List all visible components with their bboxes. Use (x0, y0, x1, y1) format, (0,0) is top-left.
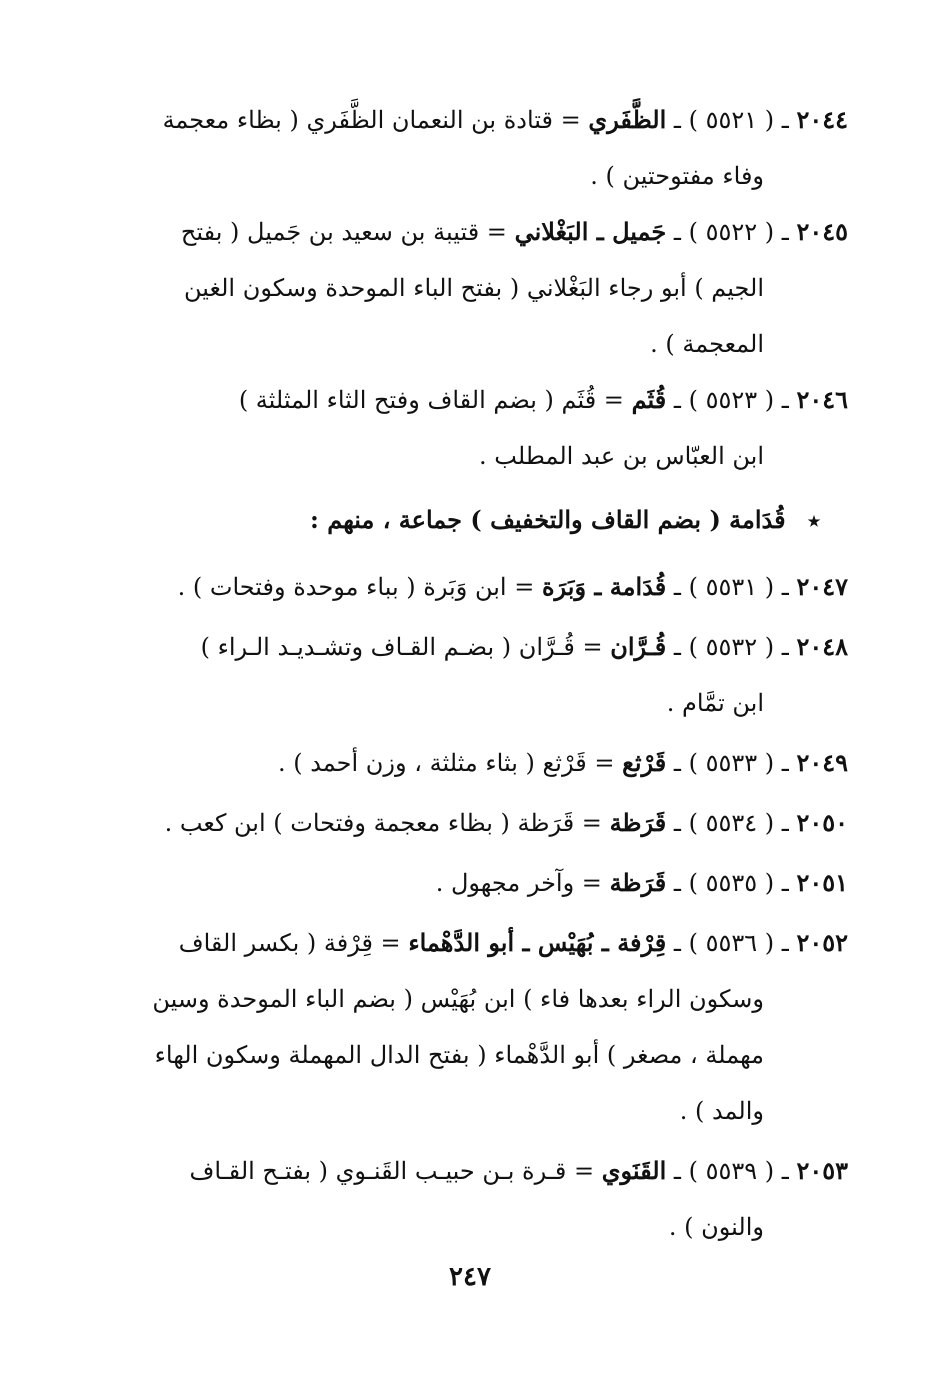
entry-continuation: والنون ) . (668, 1213, 764, 1241)
entry-first-line: ٢٠٥٢ ـ ( ٥٥٣٦ ) ـ قِرْفة ـ بُهَيْس ـ أبو الدَّهْماء = قِرْفة ( بكسر القاف (178, 928, 848, 957)
entry-first-line: ٢٠٤٤ ـ ( ٥٥٢١ ) ـ الظَّفَري = قتادة بن النعمان الظَّفَري ( بظاء معجمة (162, 105, 848, 134)
entry-name: قُدَامة ـ وَبَرَة (541, 572, 667, 601)
entry-first-line: ٢٠٤٧ ـ ( ٥٥٣١ ) ـ قُدَامة ـ وَبَرَة = ابن وَبَرة ( بباء موحدة وفتحات ) . (177, 572, 848, 601)
entry-text: = قتيبة بن سعيد بن جَميل ( بفتح (180, 218, 507, 246)
entry-name: قَرَظة (609, 868, 667, 897)
entry-number: ٢٠٥١ (796, 868, 848, 897)
entry-number: ٢٠٤٥ (796, 217, 848, 246)
entry-ref: ( ٥٥٢١ ) (688, 106, 775, 134)
entry-2047 (96, 559, 848, 615)
entry-first-line: ٢٠٤٨ ـ ( ٥٥٣٢ ) ـ قُـرَّان = قُـرَّان ( بضـم القـاف وتشـديـد الـراء ) (200, 632, 848, 661)
entry-first-line: ٢٠٥٣ ـ ( ٥٥٣٩ ) ـ القَنَوي = قـرة بـن حبيـب القَنـوي ( بفتـح القـاف (189, 1156, 848, 1185)
entry-name: قَرَظة (609, 808, 667, 837)
entry-text: = قَرَظة ( بظاء معجمة وفتحات ) ابن كعب . (164, 809, 602, 837)
entry-text: = قتادة بن النعمان الظَّفَري ( بظاء معجمة (162, 106, 581, 134)
entry-text: = قِرْفة ( بكسر القاف (178, 929, 401, 957)
entry-2049 (96, 735, 848, 791)
entry-2045 (96, 204, 848, 372)
entry-continuation: والمد ) . (679, 1097, 764, 1125)
entry-2052 (96, 915, 848, 1139)
entry-ref: ( ٥٥٣٩ ) (688, 1157, 775, 1185)
entry-name: جَميل ـ البَغْلاني (514, 217, 667, 246)
section-heading (96, 490, 848, 551)
entry-2044 (96, 92, 848, 204)
entry-2048 (96, 619, 848, 731)
entry-continuation: الجيم ) أبو رجاء البَغْلاني ( بفتح الباء الموحدة وسكون الغين (184, 274, 764, 302)
entry-text: = قُـرَّان ( بضـم القـاف وتشـديـد الـراء ) (200, 633, 603, 661)
entry-number: ٢٠٥٢ (796, 928, 848, 957)
entry-number: ٢٠٤٩ (796, 748, 848, 777)
entry-2051 (96, 855, 848, 911)
entry-ref: ( ٥٥٣١ ) (688, 573, 775, 601)
entry-ref: ( ٥٥٣٣ ) (688, 749, 775, 777)
asterisk-icon: ٭ (808, 508, 820, 534)
entry-text: = قَرْثع ( بثاء مثلثة ، وزن أحمد ) . (277, 749, 615, 777)
entry-first-line: ٢٠٥١ ـ ( ٥٥٣٥ ) ـ قَرَظة = وآخر مجهول . (435, 868, 848, 897)
entry-continuation: ابن العبّاس بن عبد المطلب . (479, 442, 764, 470)
entry-ref: ( ٥٥٣٦ ) (688, 929, 775, 957)
entry-first-line: ٢٠٤٩ ـ ( ٥٥٣٣ ) ـ قَرْثع = قَرْثع ( بثاء مثلثة ، وزن أحمد ) . (277, 748, 848, 777)
entry-name: الظَّفَري (588, 105, 667, 134)
entry-name: القَنَوي (601, 1156, 667, 1185)
entry-number: ٢٠٤٧ (796, 572, 848, 601)
entry-name: قَرْثع (622, 748, 667, 777)
entry-first-line: ٢٠٤٥ ـ ( ٥٥٢٢ ) ـ جَميل ـ البَغْلاني = قتيبة بن سعيد بن جَميل ( بفتح (180, 217, 848, 246)
entry-text: = قـرة بـن حبيـب القَنـوي ( بفتـح القـاف (189, 1157, 595, 1185)
entry-first-line: ٢٠٤٦ ـ ( ٥٥٢٣ ) ـ قُثَم = قُثَم ( بضم القاف وفتح الثاء المثلثة ) (238, 385, 848, 414)
entry-number: ٢٠٤٨ (796, 632, 848, 661)
entry-text: = وآخر مجهول . (435, 869, 602, 897)
entry-2046 (96, 372, 848, 484)
entries-list (96, 92, 848, 1255)
entry-continuation: وسكون الراء بعدها فاء ) ابن بُهَيْس ( بضم الباء الموحدة وسين (152, 985, 764, 1013)
entry-number: ٢٠٥٣ (796, 1156, 848, 1185)
entry-name: قِرْفة ـ بُهَيْس ـ أبو الدَّهْماء (408, 928, 667, 957)
page-number: ٢٤٧ (449, 1262, 491, 1292)
entry-number: ٢٠٤٤ (796, 105, 848, 134)
entry-ref: ( ٥٥٣٢ ) (688, 633, 775, 661)
entry-ref: ( ٥٥٣٤ ) (688, 809, 775, 837)
entry-text: = ابن وَبَرة ( بباء موحدة وفتحات ) . (177, 573, 535, 601)
entry-2053 (96, 1143, 848, 1255)
entry-ref: ( ٥٥٢٢ ) (688, 218, 775, 246)
section-heading-text: قُدَامة ( بضم القاف والتخفيف ) جماعة ، منهم : (310, 505, 786, 534)
entry-continuation: المعجمة ) . (650, 330, 764, 358)
entry-text: = قُثَم ( بضم القاف وفتح الثاء المثلثة ) (238, 386, 624, 414)
entry-continuation: وفاء مفتوحتين ) . (590, 162, 764, 190)
entry-2050 (96, 795, 848, 851)
entry-number: ٢٠٥٠ (796, 808, 848, 837)
entry-ref: ( ٥٥٣٥ ) (688, 869, 775, 897)
entry-name: قُثَم (631, 385, 667, 414)
entry-continuation: ابن تمَّام . (666, 689, 764, 717)
entry-ref: ( ٥٥٢٣ ) (688, 386, 775, 414)
entry-number: ٢٠٤٦ (796, 385, 848, 414)
entry-name: قُـرَّان (610, 632, 667, 661)
entry-continuation: مهملة ، مصغر ) أبو الدَّهْماء ( بفتح الدال المهملة وسكون الهاء (154, 1041, 764, 1069)
entry-first-line: ٢٠٥٠ ـ ( ٥٥٣٤ ) ـ قَرَظة = قَرَظة ( بظاء معجمة وفتحات ) ابن كعب . (164, 808, 848, 837)
